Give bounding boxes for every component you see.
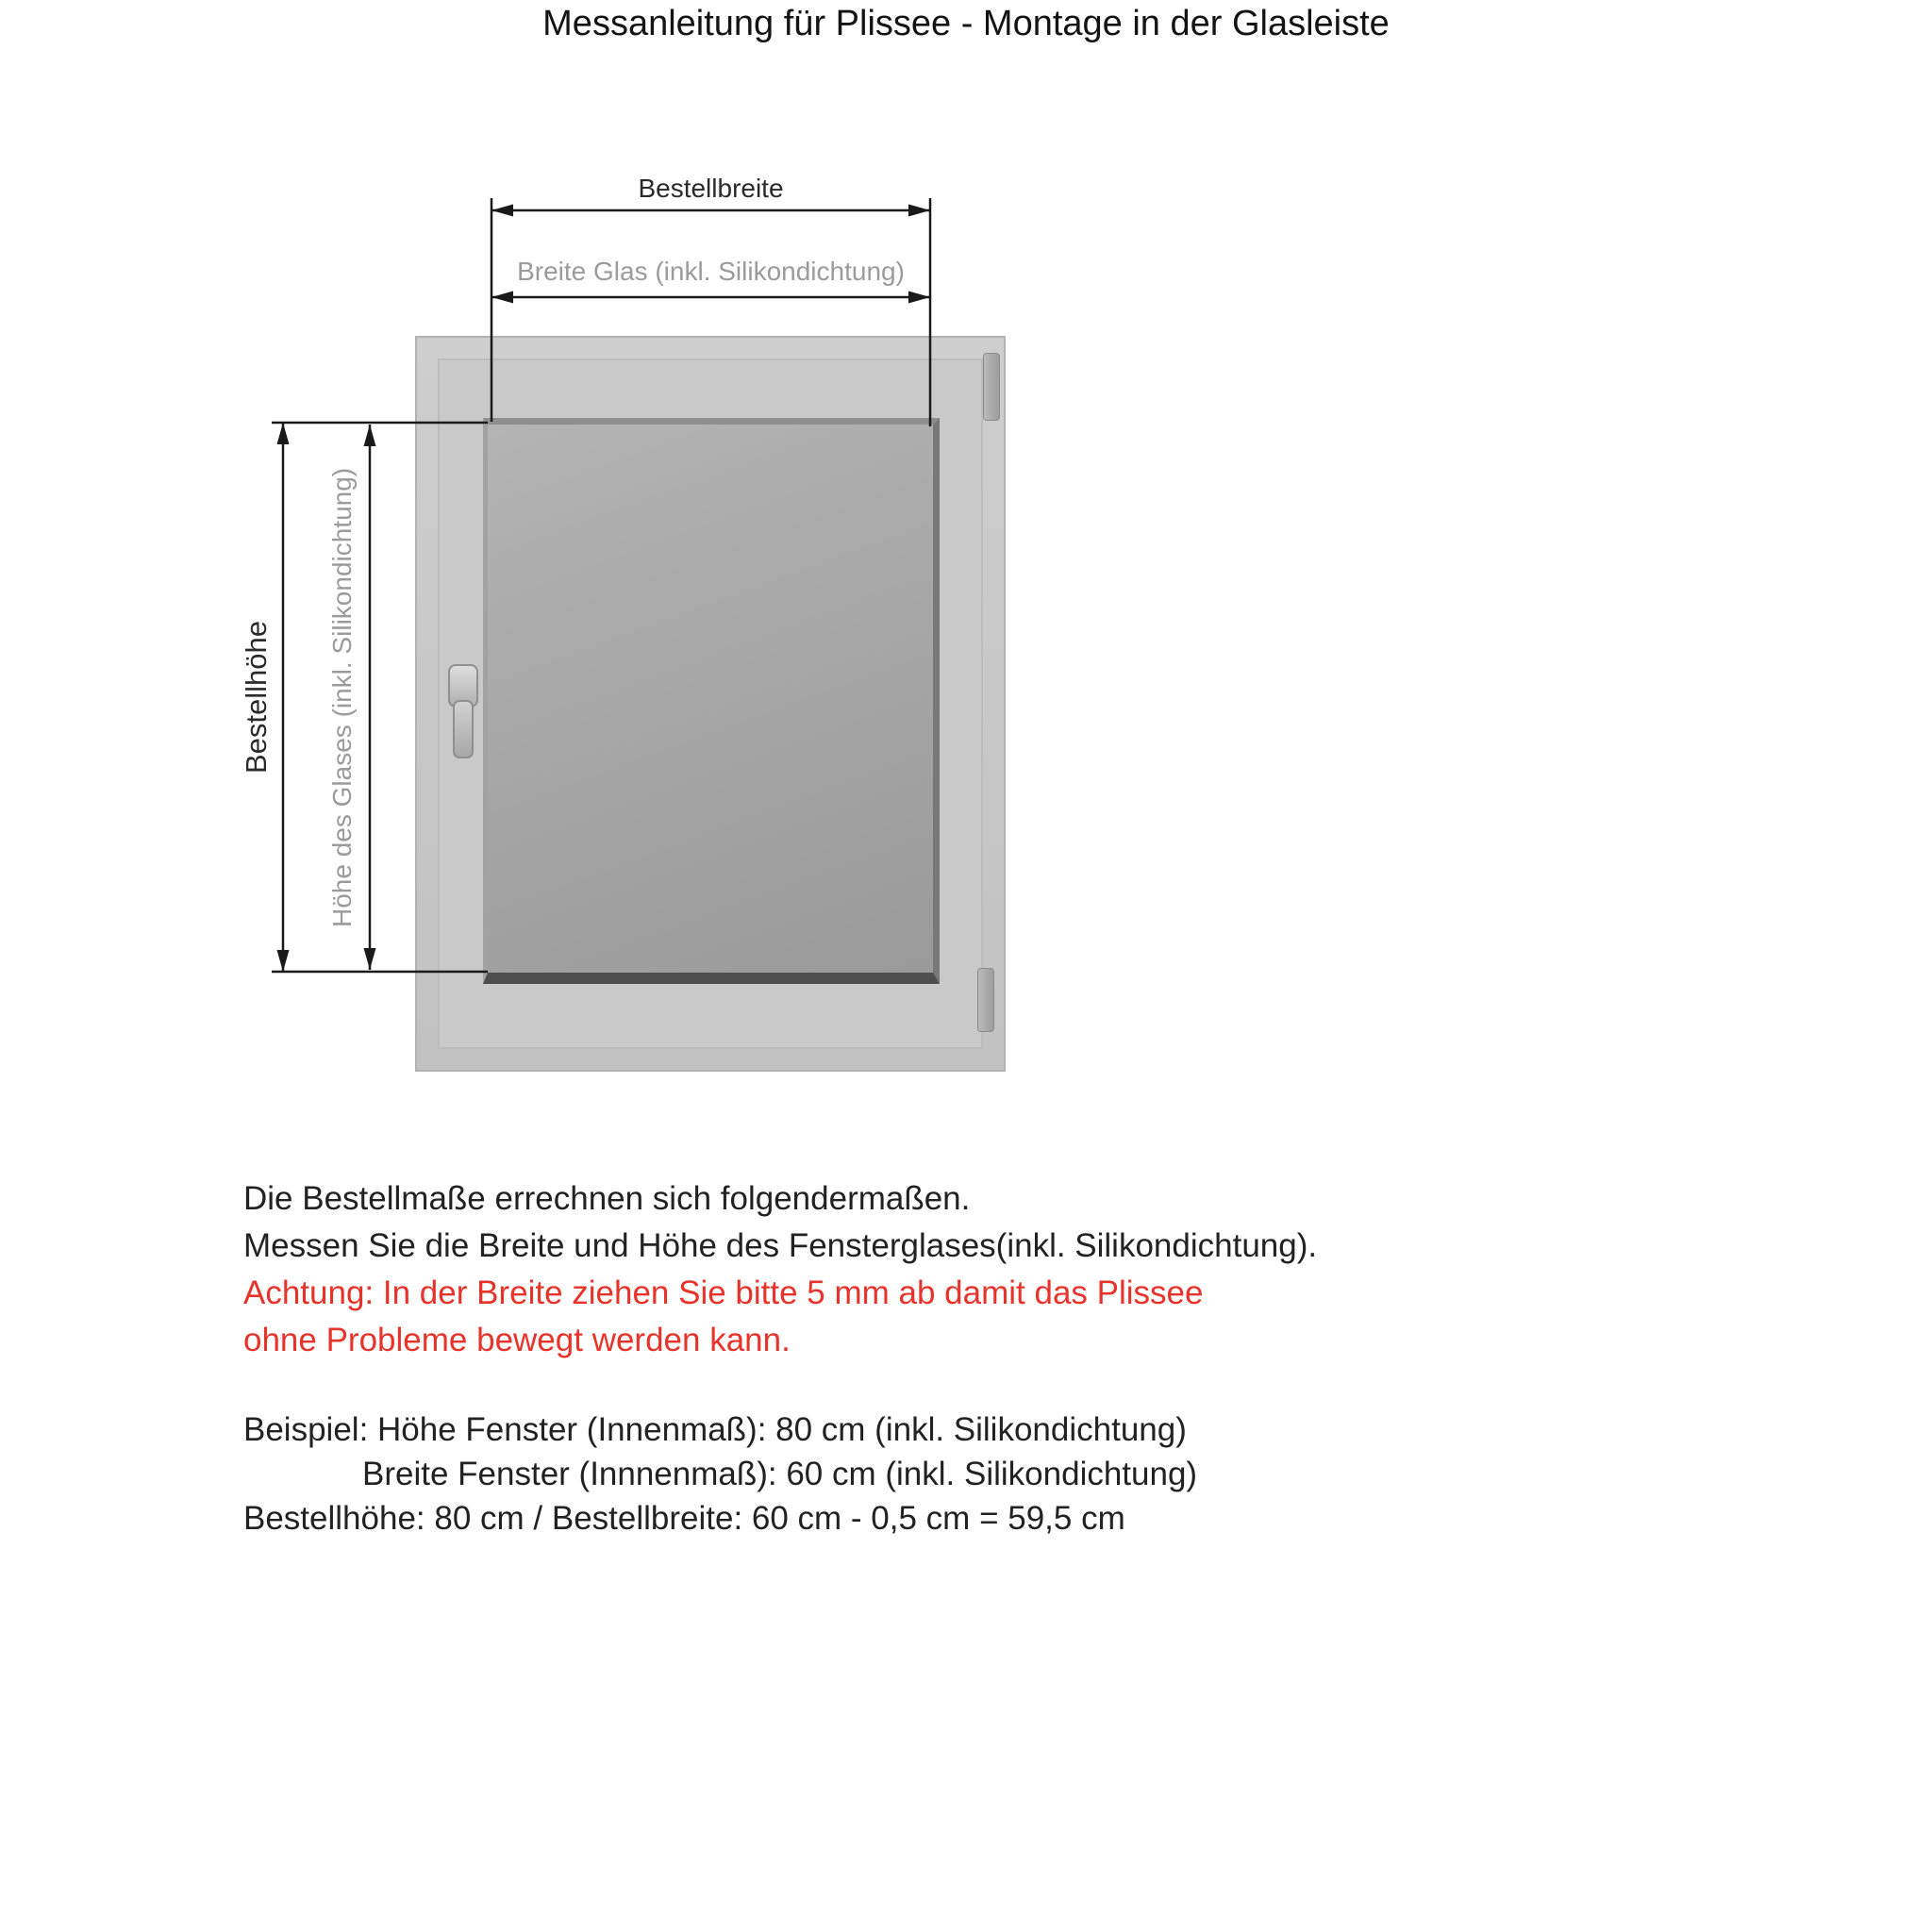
order-height-label: Bestellhöhe	[240, 621, 273, 774]
instruction-warning-line-1: Achtung: In der Breite ziehen Sie bitte 5 mm ab damit das Plissee	[243, 1274, 1204, 1311]
instructions-block	[243, 1175, 1317, 1364]
page-title: Messanleitung für Plissee - Montage in der Glasleiste	[542, 4, 1390, 43]
example-line-1: Beispiel: Höhe Fenster (Innenmaß): 80 cm (inkl. Silikondichtung)	[243, 1411, 1187, 1448]
glass-width-label: Breite Glas (inkl. Silikondichtung)	[517, 257, 905, 286]
example-block	[243, 1407, 1197, 1541]
example-line-2: Breite Fenster (Innnenmaß): 60 cm (inkl. Silikondichtung)	[362, 1456, 1198, 1492]
instruction-intro-line-1: Die Bestellmaße errechnen sich folgendermaßen.	[243, 1180, 971, 1217]
instruction-intro-line-2: Messen Sie die Breite und Höhe des Fensterglases(inkl. Silikondichtung).	[243, 1227, 1318, 1264]
instruction-warning-line-2: ohne Probleme bewegt werden kann.	[243, 1322, 791, 1358]
order-width-label: Bestellbreite	[638, 174, 784, 203]
example-line-3: Bestellhöhe: 80 cm / Bestellbreite: 60 cm - 0,5 cm = 59,5 cm	[243, 1500, 1125, 1537]
glass-height-label: Höhe des Glases (inkl. Silikondichtung)	[327, 467, 357, 927]
